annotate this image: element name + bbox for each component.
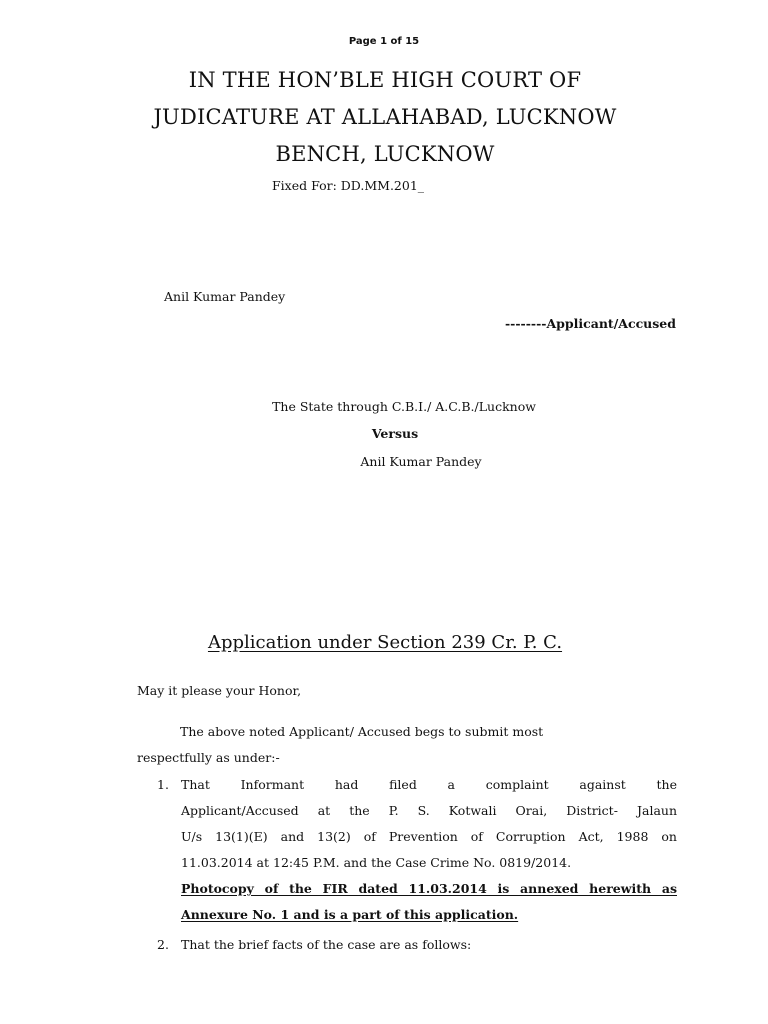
point-line: That Informant had filed a complaint against the <box>181 777 677 792</box>
applicant-name: Anil Kumar Pandey <box>164 289 286 304</box>
point-line: Applicant/Accused at the P. S. Kotwali Orai, District- Jalaun <box>181 803 677 818</box>
point-line: That the brief facts of the case are as follows: <box>181 937 472 952</box>
numbered-point <box>157 772 677 928</box>
annexure-note: Photocopy of the FIR dated 11.03.2014 is annexed herewith as <box>181 881 677 896</box>
applicant-role: --------Applicant/Accused <box>504 316 676 331</box>
point-line: U/s 13(1)(E) and 13(2) of Prevention of Corruption Act, 1988 on <box>181 829 677 844</box>
application-heading: Application under Section 239 Cr. P. C. <box>207 632 563 653</box>
annexure-note: Annexure No. 1 and is a part of this application. <box>181 907 519 922</box>
point-body <box>181 772 677 928</box>
court-title-line: JUDICATURE AT ALLAHABAD, LUCKNOW <box>153 105 617 129</box>
intro-paragraph <box>137 719 677 771</box>
page-number: Page 1 of 15 <box>348 36 420 47</box>
point-number: 1. <box>157 777 169 792</box>
respondent-name: Anil Kumar Pandey <box>360 454 482 469</box>
court-title-line: IN THE HON’BLE HIGH COURT OF <box>188 68 582 92</box>
state-party: The State through C.B.I./ A.C.B./Lucknow <box>272 399 536 414</box>
point-body <box>181 932 677 958</box>
fixed-for-date: Fixed For: DD.MM.201_ <box>272 178 425 193</box>
versus-label: Versus <box>371 426 419 441</box>
court-title-line: BENCH, LUCKNOW <box>275 142 495 166</box>
point-number: 2. <box>157 937 169 952</box>
court-title <box>90 62 680 173</box>
point-line: 11.03.2014 at 12:45 P.M. and the Case Crime No. 0819/2014. <box>181 855 572 870</box>
numbered-point <box>157 932 677 958</box>
intro-line: The above noted Applicant/ Accused begs to submit most <box>180 724 544 739</box>
salutation: May it please your Honor, <box>137 683 302 698</box>
intro-line: respectfully as under:- <box>137 750 280 765</box>
